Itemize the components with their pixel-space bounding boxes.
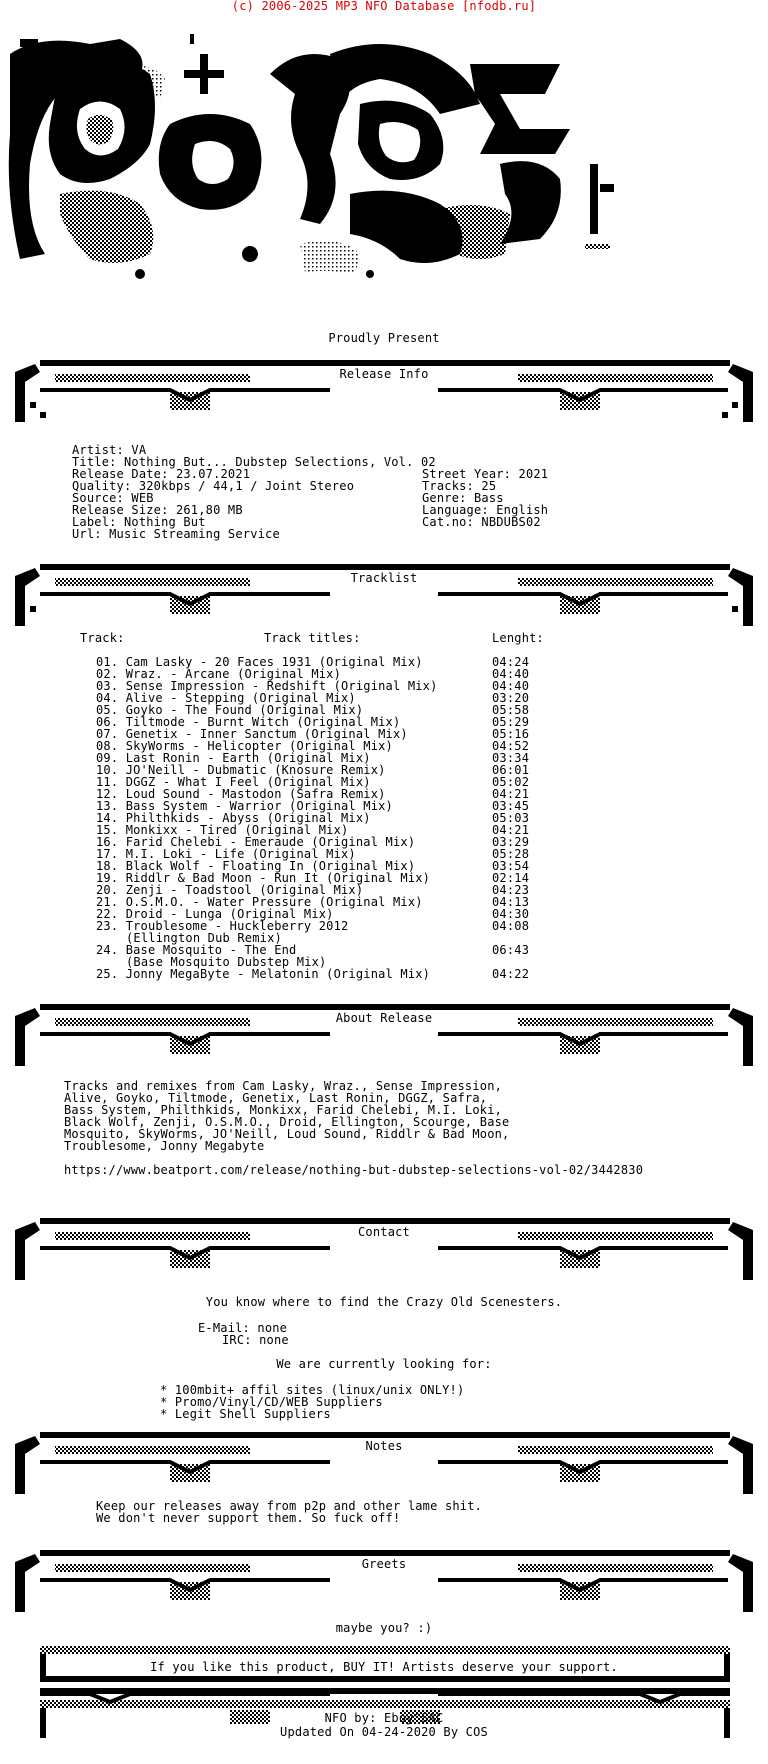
contact-email: E-Mail: none [198,1321,288,1335]
section-title-greets: Greets [361,1557,407,1571]
release-language: Language: English [422,503,549,517]
notes-line-1: Keep our releases away from p2p and other lame shit. [96,1499,483,1513]
release-source: Source: WEB [72,491,154,505]
notes-line-2: We don't never support them. So fuck off! [96,1511,401,1525]
footer-support: If you like this product, BUY IT! Artists deserve your support. [150,1660,618,1674]
track-title: 17. M.I. Loki - Life (Original Mix) [96,847,356,861]
release-size: Release Size: 261,80 MB [72,503,243,517]
track-length: 03:20 [492,691,530,705]
contact-item-2: * Promo/Vinyl/CD/WEB Suppliers [160,1395,383,1409]
release-catno: Cat.no: NBDUBS02 [422,515,541,529]
track-length: 05:29 [492,715,530,729]
track-length: 04:13 [492,895,530,909]
track-length: 03:45 [492,799,530,813]
track-title: 18. Black Wolf - Floating In (Original Mix) [96,859,416,873]
track-title: 08. SkyWorms - Helicopter (Original Mix) [96,739,393,753]
about-line-1: Tracks and remixes from Cam Lasky, Wraz., Sense Impression, [64,1079,503,1093]
track-title: 20. Zenji - Toadstool (Original Mix) [96,883,364,897]
contact-item-3: * Legit Shell Suppliers [160,1407,331,1421]
track-length: 04:52 [492,739,530,753]
release-artist: Artist: VA [72,443,147,457]
track-length: 05:16 [492,727,530,741]
track-title: 21. O.S.M.O. - Water Pressure (Original Mix) [96,895,423,909]
track-length: 04:21 [492,787,530,801]
about-line-6: Troublesome, Jonny Megabyte [64,1139,265,1153]
track-length: 02:14 [492,871,530,885]
release-url: Url: Music Streaming Service [72,527,280,541]
contact-intro: You know where to find the Crazy Old Scenesters. [205,1295,563,1309]
track-title: 16. Farid Chelebi - Emeraude (Original Mix) [96,835,416,849]
track-length: 03:34 [492,751,530,765]
proudly-present: Proudly Present [328,331,440,345]
release-quality: Quality: 320kbps / 44,1 / Joint Stereo [72,479,355,493]
group-logo [0,14,768,314]
contact-frame [0,1210,768,1290]
track-length: 06:43 [492,943,530,957]
track-length: 03:54 [492,859,530,873]
release-genre: Genre: Bass [422,491,504,505]
greets-line: maybe you? :) [335,1621,433,1635]
release-date: Release Date: 23.07.2021 [72,467,251,481]
about-line-5: Mosquito, SkyWorms, JO'Neill, Loud Sound, Riddlr & Bad Moon, [64,1127,510,1141]
track-length: 04:08 [492,919,530,933]
section-title-release-info: Release Info [339,367,429,381]
contact-item-1: * 100mbit+ affil sites (linux/unix ONLY!) [160,1383,465,1397]
track-length: 05:03 [492,811,530,825]
track-length: 04:23 [492,883,530,897]
track-length: 05:02 [492,775,530,789]
track-length: 04:22 [492,967,530,981]
track-length: 05:28 [492,847,530,861]
track-title: 04. Alive - Stepping (Original Mix) [96,691,356,705]
track-length: 04:24 [492,655,530,669]
greets-frame [0,1542,768,1622]
contact-looking: We are currently looking for: [276,1357,492,1371]
release-tracks: Tracks: 25 [422,479,497,493]
track-title: 09. Last Ronin - Earth (Original Mix) [96,751,371,765]
track-title: 23. Troublesome - Huckleberry 2012 [96,919,349,933]
track-length: 04:40 [492,679,530,693]
copyright-banner: (c) 2006-2025 MP3 NFO Database [nfodb.ru] [231,0,537,13]
section-title-tracklist: Tracklist [350,571,418,585]
about-line-3: Bass System, Philthkids, Monkixx, Farid Chelebi, M.I. Loki, [64,1103,503,1117]
about-url-link[interactable]: https://www.beatport.com/release/nothing-but-dubstep-selections-vol-02/3442830 [64,1163,644,1177]
track-title: 14. Philthkids - Abyss (Original Mix) [96,811,371,825]
track-title-continuation: (Ellington Dub Remix) [126,931,282,945]
track-title: 19. Riddlr & Bad Moon - Run It (Original Mix) [96,871,431,885]
section-title-contact: Contact [358,1225,410,1239]
track-title: 01. Cam Lasky - 20 Faces 1931 (Original Mix) [96,655,423,669]
release-title: Title: Nothing But... Dubstep Selections, Vol. 02 [72,455,436,469]
tracklist-frame [0,556,768,636]
track-length: 03:29 [492,835,530,849]
about-line-4: Black Wolf, Zenji, O.S.M.O., Droid, Ellington, Scourge, Base [64,1115,510,1129]
track-title-continuation: (Base Mosquito Dubstep Mix) [126,955,327,969]
track-title: 12. Loud Sound - Mastodon (Safra Remix) [96,787,386,801]
release-label: Label: Nothing But [72,515,206,529]
track-title: 06. Tiltmode - Burnt Witch (Original Mix) [96,715,401,729]
about-line-2: Alive, Goyko, Tiltmode, Genetix, Last Ronin, DGGZ, Safra, [64,1091,488,1105]
track-title: 24. Base Mosquito - The End [96,943,297,957]
section-title-notes: Notes [365,1439,403,1453]
footer-updated: Updated On 04-24-2020 By COS [280,1725,488,1739]
contact-irc: IRC: none [222,1333,289,1347]
track-title: 05. Goyko - The Found (Original Mix) [96,703,364,717]
col-length: Lenght: [492,631,544,645]
col-titles: Track titles: [264,631,361,645]
col-track: Track: [80,631,125,645]
track-title: 11. DGGZ - What I Feel (Original Mix) [96,775,371,789]
track-length: 04:30 [492,907,530,921]
release-info-frame [0,352,768,432]
release-street-year: Street Year: 2021 [422,467,549,481]
track-title: 22. Droid - Lunga (Original Mix) [96,907,334,921]
track-title: 25. Jonny MegaByte - Melatonin (Original Mix) [96,967,431,981]
track-title: 10. JO'Neill - Dubmatic (Knosure Remix) [96,763,386,777]
about-frame [0,996,768,1076]
section-title-about: About Release [335,1011,433,1025]
track-length: 06:01 [492,763,530,777]
track-title: 03. Sense Impression - Redshift (Original Mix) [96,679,438,693]
track-length: 05:58 [492,703,530,717]
track-length: 04:40 [492,667,530,681]
track-title: 02. Wraz. - Arcane (Original Mix) [96,667,342,681]
track-title: 15. Monkixx - Tired (Original Mix) [96,823,349,837]
footer-nfo-by: NFO by: Eboy^SAC [324,1711,444,1725]
track-length: 04:21 [492,823,530,837]
notes-frame [0,1424,768,1504]
track-title: 13. Bass System - Warrior (Original Mix) [96,799,393,813]
track-title: 07. Genetix - Inner Sanctum (Original Mix) [96,727,408,741]
